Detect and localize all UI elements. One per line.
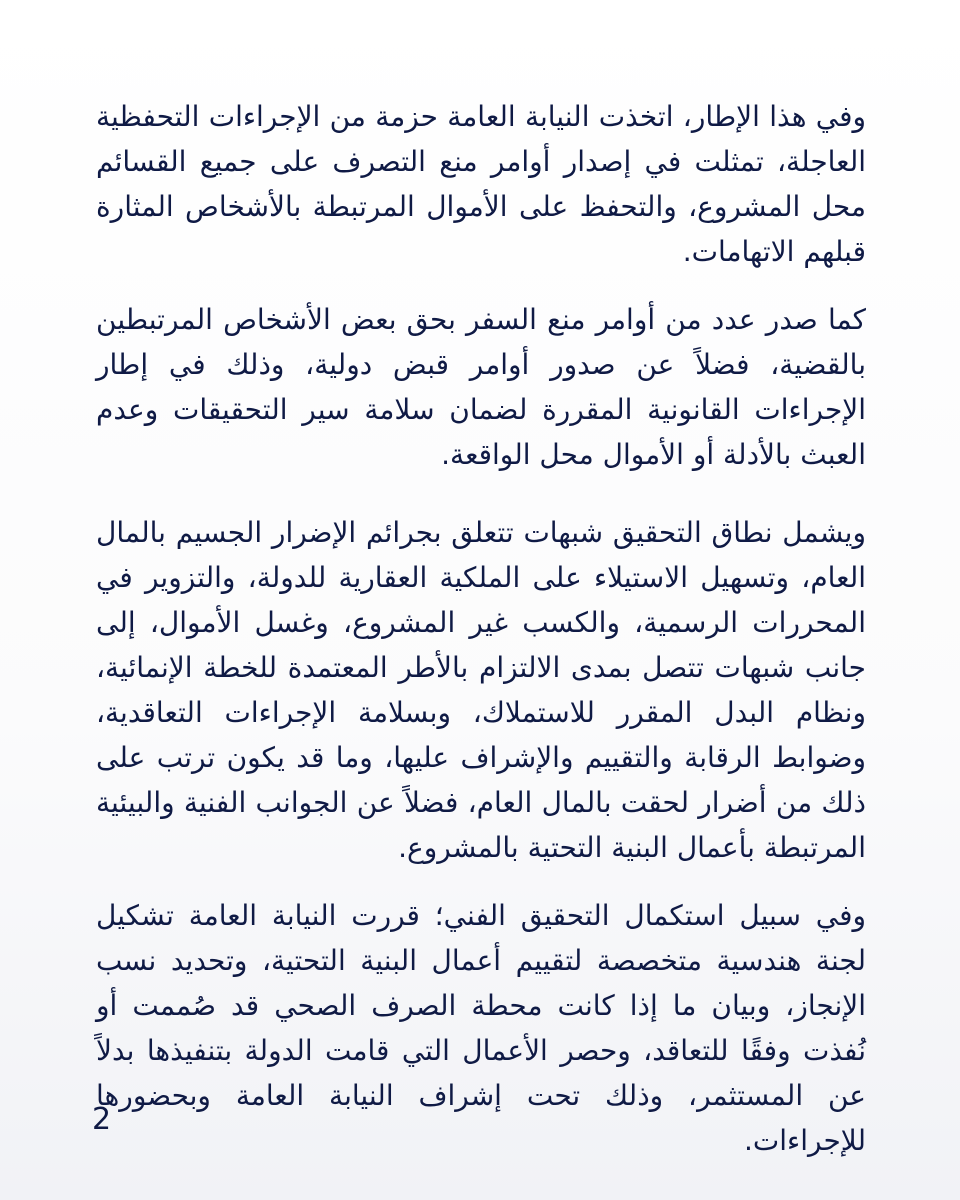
paragraph-precautionary-measures: وفي هذا الإطار، اتخذت النيابة العامة حزمة من الإجراءات التحفظية العاجلة، تمثلت في إصدار أوامر منع التصرف على جميع القسائم محل المشروع، والتحفظ على الأموال المرتبطة بالأشخاص المثارة قبلهم الاتهامات.: [96, 100, 866, 268]
paragraph-investigation-scope: ويشمل نطاق التحقيق شبهات تتعلق بجرائم الإضرار الجسيم بالمال العام، وتسهيل الاستيلاء على الملكية العقارية للدولة، والتزوير في المحررات الرسمية، والكسب غير المشروع، وغسل الأموال، إلى جانب شبهات تتصل بمدى الالتزام بالأطر المعتمدة للخطة الإنمائية، ونظام البدل المقرر للاستملاك، وبسلامة الإجراءات التعاقدية، وضوابط الرقابة والتقييم والإشراف عليها، وما قد يكون ترتب على ذلك من أضرار لحقت بالمال العام، فضلاً عن الجوانب الفنية والبيئية المرتبطة بأعمال البنية التحتية بالمشروع.: [96, 516, 866, 864]
paragraph-travel-ban-orders: كما صدر عدد من أوامر منع السفر بحق بعض الأشخاص المرتبطين بالقضية، فضلاً عن صدور أوامر قبض دولية، وذلك في إطار الإجراءات القانونية المقررة لضمان سلامة سير التحقيقات وعدم العبث بالأدلة أو الأموال محل الواقعة.: [96, 303, 866, 471]
paragraph-engineering-committee: وفي سبيل استكمال التحقيق الفني؛ قررت النيابة العامة تشكيل لجنة هندسية متخصصة لتقييم أعمال البنية التحتية، وتحديد نسب الإنجاز، وبيان ما إذا كانت محطة الصرف الصحي قد صُممت أو نُفذت وفقًا للتعاقد، وحصر الأعمال التي قامت الدولة بتنفيذها بدلاً عن المستثمر، وذلك تحت إشراف النيابة العامة وبحضورها للإجراءات.: [96, 899, 866, 1157]
page-number: 2: [92, 1102, 112, 1137]
